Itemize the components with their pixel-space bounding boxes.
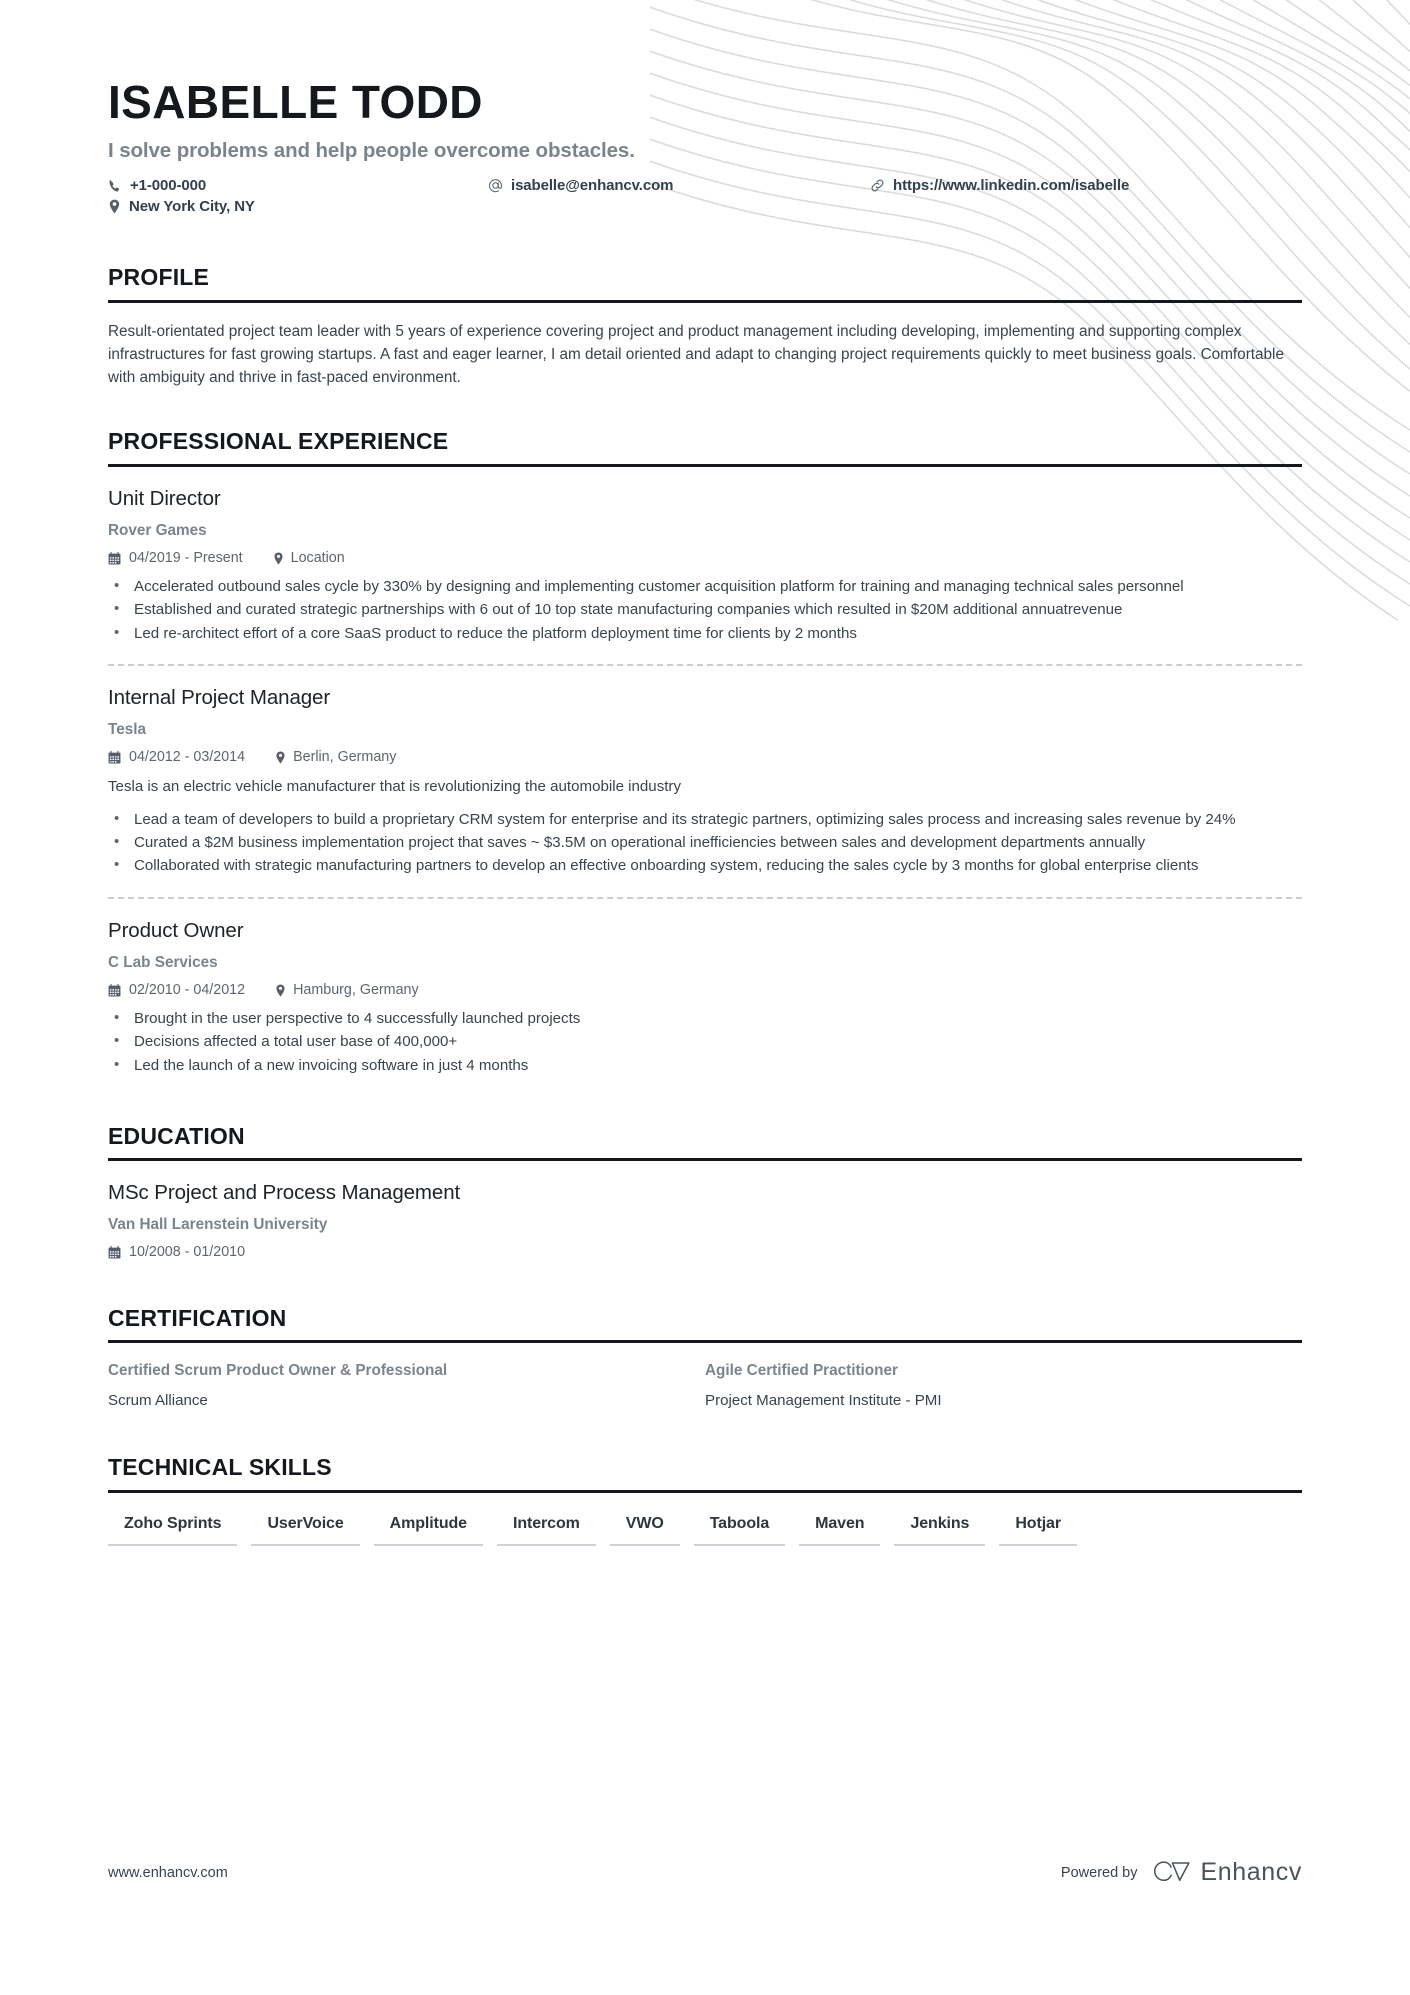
calendar-icon [108,984,121,997]
list-item: • Led the launch of a new invoicing software in just 4 months [108,1055,1302,1077]
education-school: Van Hall Larenstein University [108,1216,328,1234]
map-pin-icon [273,552,284,565]
job-meta [108,982,1302,998]
calendar-icon [108,751,121,764]
job-company: Rover Games [108,522,207,540]
skill-chip: Hotjar [999,1515,1077,1546]
skill-chip: Maven [799,1515,880,1546]
spacer [108,1260,1302,1306]
skill-chip: Taboola [694,1515,785,1546]
enhancv-wordmark: Enhancv [1200,1858,1302,1886]
contact-location [108,198,488,215]
certification-list [108,1361,1302,1409]
at-sign-icon [488,178,503,193]
certification-name: Agile Certified Practitioner [705,1362,898,1380]
job-bullets [108,1008,1302,1077]
skill-chip: Jenkins [894,1515,985,1546]
experience-item [108,666,1302,878]
section-experience [108,429,1302,1076]
job-title: Unit Director [108,486,221,510]
skill-chip: Amplitude [374,1515,483,1546]
spacer [108,389,1302,429]
section-skills [108,1455,1302,1545]
spacer [108,219,1302,265]
skills-list [108,1515,1302,1546]
job-title: Product Owner [108,918,244,942]
section-education [108,1124,1302,1260]
certification-item [108,1361,705,1409]
certification-name: Certified Scrum Product Owner & Professional [108,1362,448,1380]
link-icon [870,178,885,193]
job-date [108,982,245,998]
header-tagline: I solve problems and help people overcome obstacles. [108,139,635,163]
section-heading-experience: PROFESSIONAL EXPERIENCE [108,428,449,455]
job-location [275,749,396,765]
section-heading-certification: CERTIFICATION [108,1305,287,1332]
job-location [273,550,345,566]
certification-org: Project Management Institute - PMI [705,1392,942,1410]
list-item: • Decisions affected a total user base of 400,000+ [108,1031,1302,1053]
experience-item [108,467,1302,645]
job-location-value: Location [290,550,345,567]
job-title: Internal Project Manager [108,685,331,709]
job-date-value: 04/2012 - 03/2014 [129,749,246,766]
list-item: • Established and curated strategic partnerships with 6 out of 10 top state manufacturing companies which resulted in $20M additional annuatrevenue [108,599,1302,621]
footer-branding [1061,1858,1302,1887]
resume-header [108,78,1302,215]
contact-phone[interactable] [108,177,488,194]
job-description: Tesla is an electric vehicle manufacturer that is revolutionizing the automobile industry [108,778,682,796]
education-date-value: 10/2008 - 01/2010 [129,1244,246,1261]
profile-text: Result-orientated project team leader with 5 years of experience covering project and product management including developing, implementing and supporting complex infrastructures for fast growing startups. A fast and eager learner, I am detail oriented and adapt to changing project requirements quickly to meet business goals. Comfortable with ambiguity and thrive in fast-paced environment. [108,322,1284,387]
certification-item [705,1361,1302,1409]
spacer [108,1409,1302,1455]
page-footer [108,1858,1302,1887]
enhancv-logo [1152,1858,1303,1887]
job-bullets [108,576,1302,645]
job-date [108,550,243,566]
contact-email-value: isabelle@enhancv.com [511,177,674,195]
education-item [108,1161,1302,1260]
section-heading-skills: TECHNICAL SKILLS [108,1454,332,1481]
job-location-value: Berlin, Germany [293,749,397,766]
section-heading-education: EDUCATION [108,1122,245,1149]
skill-chip: Intercom [497,1515,596,1546]
contact-info [108,177,1302,215]
job-date-value: 04/2019 - Present [129,550,243,567]
education-date [108,1244,1302,1260]
skill-chip: VWO [610,1515,680,1546]
section-profile [108,265,1302,389]
footer-url[interactable]: www.enhancv.com [108,1864,228,1881]
contact-linkedin-value: https://www.linkedin.com/isabelle [893,177,1130,195]
job-company: C Lab Services [108,954,218,972]
list-item: • Accelerated outbound sales cycle by 330% by designing and implementing customer acquisition platform for training and managing technical sales personnel [108,576,1302,598]
job-location-value: Hamburg, Germany [293,982,419,999]
section-rule [108,300,1302,303]
list-item: • Lead a team of developers to build a proprietary CRM system for enterprise and its strategic partners, optimizing sales process and increasing sales revenue by 24% [108,809,1302,831]
map-pin-icon [275,984,286,997]
list-item: • Curated a $2M business implementation project that saves ~ $3.5M on operational inefficiencies between sales and development departments annually [108,832,1302,854]
job-date-value: 02/2010 - 04/2012 [129,982,246,999]
calendar-icon [108,1246,121,1259]
contact-location-value: New York City, NY [129,198,255,216]
section-certification [108,1306,1302,1409]
spacer [108,1078,1302,1124]
contact-email[interactable] [488,177,870,194]
section-rule [108,1490,1302,1493]
job-bullets [108,809,1302,878]
list-item: • Brought in the user perspective to 4 successfully launched projects [108,1008,1302,1030]
map-pin-icon [275,751,286,764]
calendar-icon [108,552,121,565]
section-rule [108,1340,1302,1343]
job-meta [108,749,1302,765]
section-heading-profile: PROFILE [108,264,210,291]
job-date [108,749,245,765]
contact-linkedin[interactable] [870,177,1302,194]
skill-chip: UserVoice [251,1515,359,1546]
powered-by-label: Powered by [1060,1864,1138,1881]
list-item: • Led re-architect effort of a core SaaS product to reduce the platform deployment time for clients by 2 months [108,623,1302,645]
experience-item [108,899,1302,1077]
enhancv-mark-icon [1152,1860,1192,1886]
phone-icon [108,179,122,193]
contact-phone-value: +1-000-000 [130,177,207,195]
page-title: ISABELLE TODD [108,76,483,128]
skill-chip: Zoho Sprints [108,1515,237,1546]
list-item: • Collaborated with strategic manufacturing partners to develop an effective onboarding system, reducing the sales cycle by 3 months for global enterprise clients [108,855,1302,877]
job-meta [108,550,1302,566]
map-pin-icon [108,199,121,214]
certification-org: Scrum Alliance [108,1392,208,1410]
education-degree: MSc Project and Process Management [108,1181,461,1205]
job-location [275,982,419,998]
job-company: Tesla [108,721,146,739]
